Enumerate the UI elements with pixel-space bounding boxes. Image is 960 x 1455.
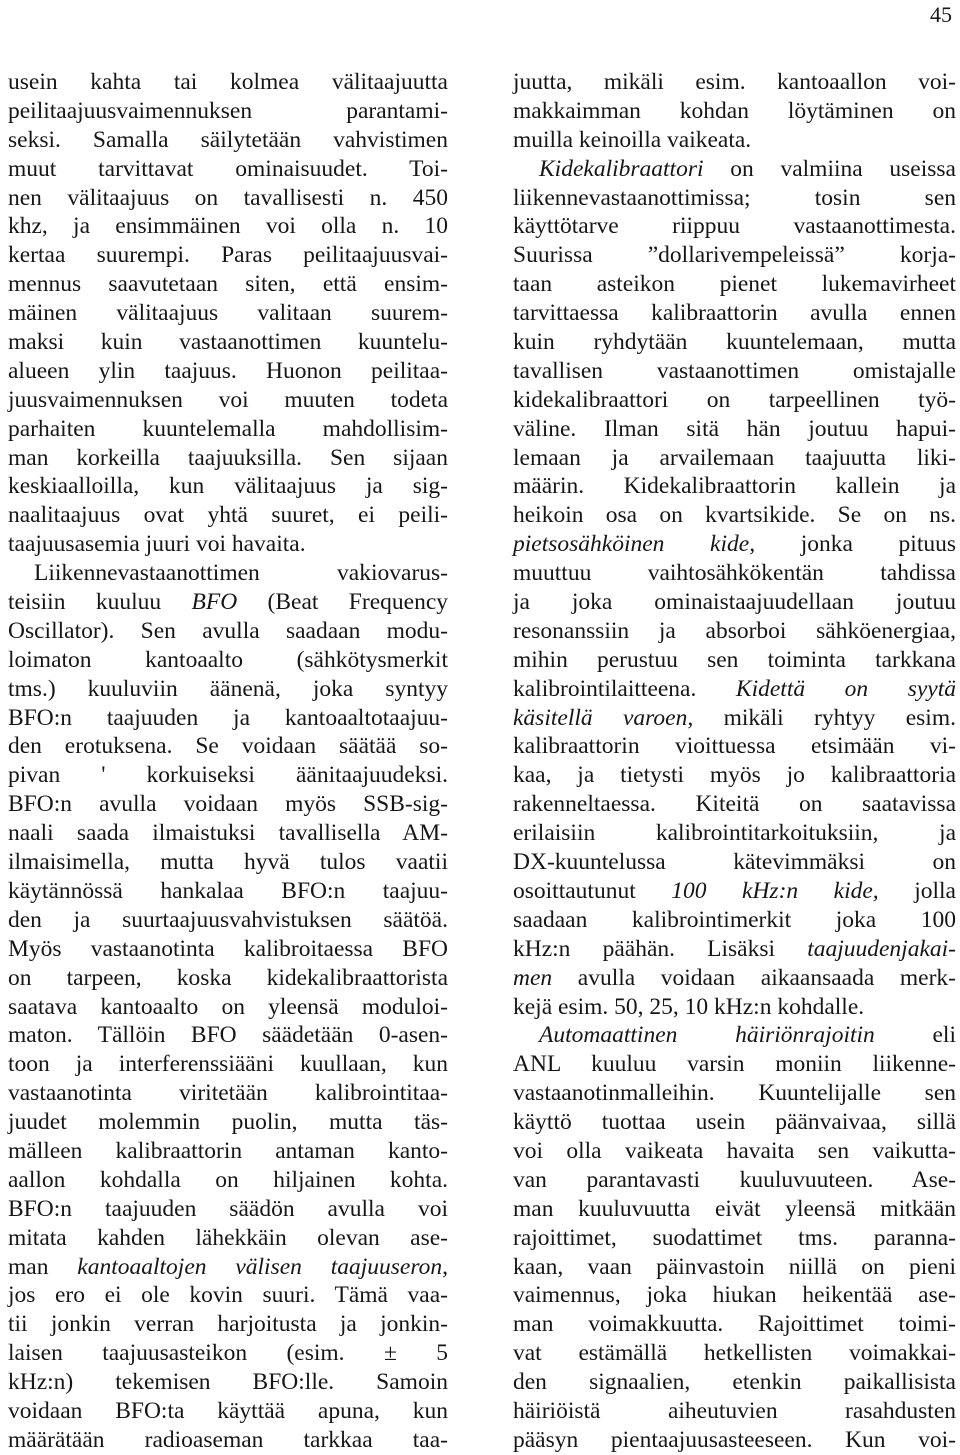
text-run: (Beat Frequency <box>237 589 448 616</box>
text-line: vastaanotinmalleihin. Kuuntelijalle sen <box>513 1080 956 1107</box>
text-line: Suurissa ”dollarivempeleissä” korja- <box>513 242 956 269</box>
text-line: lemaan ja arvailemaan taajuutta liki- <box>513 444 956 471</box>
text-line: Oscillator). Sen avulla saadaan modu- <box>8 617 448 644</box>
text-line: mennus saavutetaan siten, että ensim- <box>8 271 448 298</box>
text-line: vaimennus, joka hiukan heikentää ase- <box>513 1282 956 1309</box>
text-line: häiriöistä aiheutuvien rasahdusten <box>513 1397 956 1424</box>
text-line: maton. Tällöin BFO säädetään 0-asen- <box>8 1022 448 1049</box>
text-line: usein kahta tai kolmea välitaajuutta <box>8 69 448 95</box>
text-line: den ja suurtaajuusvahvistuksen säätöä. <box>8 906 448 933</box>
text-line: vastaanotinta viritetään kalibrointitaa- <box>8 1080 448 1107</box>
text-line: saatava kantoaalto on yleensä moduloi- <box>8 993 448 1020</box>
text-line: voidaan BFO:ta käyttää apuna, kun <box>8 1397 448 1424</box>
text-line: kalibraattorin vioittuessa etsimään vi- <box>513 733 956 760</box>
text-line: den erotuksena. Se voidaan säätää so- <box>8 733 448 760</box>
text-line: naali saada ilmaistuksi tavallisella AM- <box>8 820 448 847</box>
text-line: keskiaalloilla, kun välitaajuus ja sig- <box>8 473 448 500</box>
text-run: avulla voidaan aikaansaada merk- <box>552 964 956 991</box>
text-line: kuin ryhdytään kuuntelemaan, mutta <box>513 329 956 356</box>
text-line: makkaimman kohdan löytäminen on <box>513 97 956 124</box>
text-line: voi olla vaikeata havaita sen vaikutta- <box>513 1137 956 1164</box>
text-line: kaan, vaan päinvastoin niillä on pieni <box>513 1253 956 1280</box>
text-line: tms.) kuuluviin äänenä, joka syntyy <box>8 675 448 702</box>
text-run: kalibrointilaitteena. <box>513 675 736 702</box>
text-line <box>513 155 956 184</box>
text-line: laisen taajuusasteikon (esim. ± 5 <box>8 1340 448 1367</box>
text-run: jonka pituus <box>755 531 957 558</box>
text-line: BFO:n taajuuden ja kantoaaltotaajuu- <box>8 704 448 731</box>
text-line: muilla keinoilla vaikeata. <box>513 126 752 153</box>
italic-term: kantoaaltojen välisen taajuuseron, <box>77 1253 448 1280</box>
text-line: juusvaimennuksen voi muuten todeta <box>8 386 448 413</box>
text-line: pivan ' korkuiseksi äänitaajuudeksi. <box>8 762 448 789</box>
text-line: BFO:n avulla voidaan myös SSB-sig- <box>8 791 448 818</box>
text-line: muut tarvittavat ominaisuudet. Toi- <box>8 155 448 182</box>
text-line: peilitaajuusvaimennuksen parantami- <box>8 97 448 124</box>
text-line: kaa, ja tietysti myös jo kalibraattoria <box>513 762 956 789</box>
text-line: naalitaajuus ovat yhtä suuret, ei peili- <box>8 502 448 529</box>
right-text-column <box>513 68 956 1455</box>
text-line: heikoin osa on kvartsikide. Se on ns. <box>513 502 956 529</box>
text-line: liikennevastaanottimissa; tosin sen <box>513 184 956 211</box>
text-line <box>513 877 956 906</box>
text-line: toon ja interferenssiääni kuullaan, kun <box>8 1051 448 1078</box>
text-line: kertaa suurempi. Paras peilitaajuusvai- <box>8 242 448 269</box>
text-line: käyttö tuottaa usein päänvaivaa, sillä <box>513 1109 956 1136</box>
text-line: mitata kahden lähekkäin olevan ase- <box>8 1224 448 1251</box>
text-line: on tarpeen, koska kidekalibraattorista <box>8 964 448 991</box>
text-line: Liikennevastaanottimen vakiovarus- <box>34 560 448 587</box>
text-line: tii jonkin verran harjoitusta ja jonkin- <box>8 1311 448 1338</box>
text-run: mikäli ryhtyy esim. <box>693 704 956 731</box>
text-line: aallon kohdalla on hiljainen kohta. <box>8 1166 448 1193</box>
text-line <box>8 1253 448 1282</box>
text-run: eli <box>874 1022 956 1049</box>
text-run: osoittautunut <box>513 877 672 904</box>
text-line: man kuuluvuutta eivät yleensä mitkään <box>513 1195 956 1222</box>
text-line: mäinen välitaajuus valitaan suurem- <box>8 300 448 327</box>
text-line: taajuusasemia juuri voi havaita. <box>8 531 306 558</box>
text-run: teisiin kuuluu <box>8 589 192 616</box>
left-text-column <box>8 68 448 1455</box>
italic-term: Automaattinen häiriönrajoitin <box>539 1022 875 1049</box>
text-line: maksi kuin vastaanottimen kuuntelu- <box>8 329 448 356</box>
italic-term: Kidekalibraattori <box>539 155 704 182</box>
text-line: rakenneltaessa. Kiteitä on saatavissa <box>513 791 956 818</box>
text-line <box>8 588 448 617</box>
text-line: määrin. Kidekalibraattorin kallein ja <box>513 473 956 500</box>
text-line: tavallisen vastaanottimen omistajalle <box>513 357 956 384</box>
text-line: resonanssiin ja absorboi sähköenergiaa, <box>513 617 956 644</box>
text-line: käytännössä hankalaa BFO:n taajuu- <box>8 877 448 904</box>
text-line: ANL kuuluu varsin moniin liikenne- <box>513 1051 956 1078</box>
text-run: on valmiina useissa <box>703 155 956 182</box>
text-line: mälleen kalibraattorin antaman kanto- <box>8 1137 448 1164</box>
text-line: DX-kuuntelussa kätevimmäksi on <box>513 849 956 876</box>
text-line: loimaton kantoaalto (sähkötysmerkit <box>8 646 448 673</box>
text-line: väline. Ilman sitä hän joutuu hapui- <box>513 415 956 442</box>
text-line: juudet molemmin puolin, mutta täs- <box>8 1109 448 1136</box>
text-line: taan asteikon pienet lukemavirheet <box>513 271 956 298</box>
text-line: jos ero ei ole kovin suuri. Tämä vaa- <box>8 1282 448 1309</box>
text-line: mihin perustuu sen toiminta tarkkana <box>513 646 956 673</box>
text-line: parhaiten kuuntelemalla mahdollisim- <box>8 415 448 442</box>
text-line: muuttuu vaihtosähkökentän tahdissa <box>513 560 956 587</box>
italic-term: men <box>513 964 553 991</box>
text-line: van parantavasti kuuluvuuteen. Ase- <box>513 1166 956 1193</box>
text-line: nen välitaajuus on tavallisesti n. 450 <box>8 184 448 211</box>
text-line: kHz:n) tekemisen BFO:lle. Samoin <box>8 1369 448 1396</box>
text-run: kHz:n päähän. Lisäksi <box>513 935 808 962</box>
text-line: juutta, mikäli esim. kantoaallon voi- <box>513 69 956 95</box>
italic-term: taajuudenjakai- <box>807 935 956 962</box>
italic-term: Kidettä on syytä <box>735 675 956 702</box>
text-line: määrätään radioaseman tarkkaa taa- <box>8 1426 448 1453</box>
text-line: ja joka ominaistaajuudellaan joutuu <box>513 589 956 616</box>
text-line: alueen ylin taajuus. Huonon peilitaa- <box>8 357 448 384</box>
text-line: man voimakkuutta. Rajoittimet toimi- <box>513 1311 956 1338</box>
text-line: man korkeilla taajuuksilla. Sen sijaan <box>8 444 448 471</box>
text-line: khz, ja ensimmäinen voi olla n. 10 <box>8 213 448 240</box>
italic-term: 100 kHz:n kide, <box>671 877 879 904</box>
text-line <box>513 964 956 993</box>
text-line: rajoittimet, suodattimet tms. paranna- <box>513 1224 956 1251</box>
text-line: ilmaisimella, mutta hyvä tulos vaatii <box>8 849 448 876</box>
text-line: saadaan kalibrointimerkit joka 100 <box>513 906 956 933</box>
text-line: käyttötarve riippuu vastaanottimesta. <box>513 213 956 240</box>
text-line <box>513 530 956 559</box>
text-line: kidekalibraattori on tarpeellinen työ- <box>513 386 956 413</box>
text-line: pääsyn pientaajuusasteeseen. Kun voi- <box>513 1426 956 1453</box>
text-line: erilaisiin kalibrointitarkoituksiin, ja <box>513 820 956 847</box>
text-line: BFO:n taajuuden säädön avulla voi <box>8 1195 448 1222</box>
text-line <box>513 1021 956 1050</box>
italic-term: pietsosähköinen kide, <box>513 531 756 558</box>
text-line: seksi. Samalla säilytetään vahvistimen <box>8 126 448 153</box>
italic-term: käsitellä varoen, <box>513 704 694 731</box>
text-line: kejä esim. 50, 25, 10 kHz:n kohdalle. <box>513 993 865 1020</box>
text-line <box>513 704 956 733</box>
text-line <box>513 935 956 964</box>
text-run: man <box>8 1253 78 1280</box>
italic-term: BFO <box>191 589 238 616</box>
page-number: 45 <box>930 2 952 27</box>
text-line: Myös vastaanotinta kalibroitaessa BFO <box>8 935 448 962</box>
text-run: jolla <box>878 877 956 904</box>
text-line: den signaalien, etenkin paikallisista <box>513 1369 956 1396</box>
text-line <box>513 675 956 704</box>
text-line: vat estämällä hetkellisten voimakkai- <box>513 1340 956 1367</box>
text-line: tarvittaessa kalibraattorin avulla ennen <box>513 300 956 327</box>
